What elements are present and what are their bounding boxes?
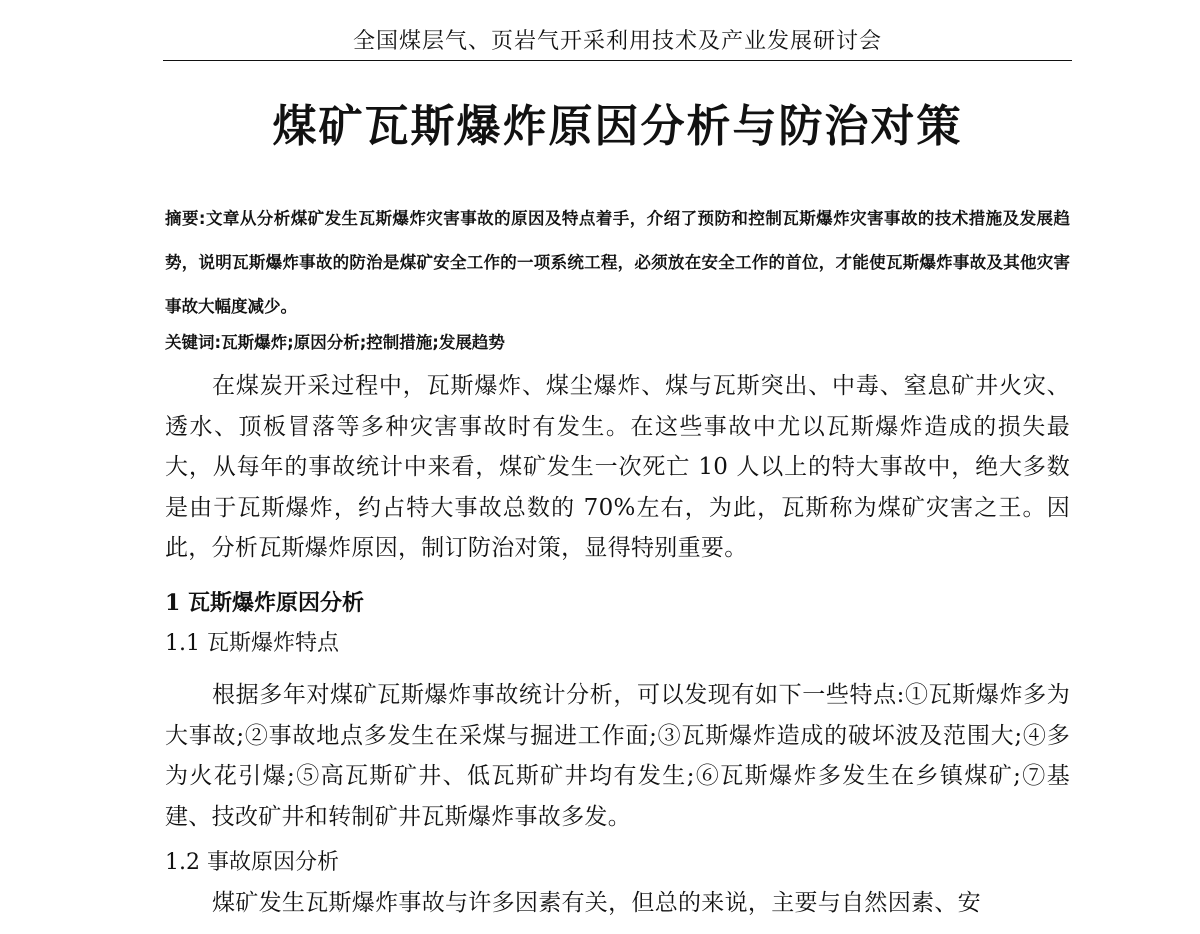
causes-paragraph: 煤矿发生瓦斯爆炸事故与许多因素有关，但总的来说，主要与自然因素、安 <box>212 890 981 916</box>
abstract-text: 文章从分析煤矿发生瓦斯爆炸灾害事故的原因及特点着手，介绍了预防和控制瓦斯爆炸灾害事故的技术措施及发展趋势，说明瓦斯爆炸事故的防治是煤矿安全工作的一项系统工程，必须放在安全工作的首位，才能使瓦斯爆炸事故及其他灾害事故大幅度减少。 <box>165 209 1070 316</box>
intro-paragraph: 在煤炭开采过程中，瓦斯爆炸、煤尘爆炸、煤与瓦斯突出、中毒、窒息矿井火灾、透水、顶板冒落等多种灾害事故时有发生。在这些事故中尤以瓦斯爆炸造成的损失最大，从每年的事故统计中来看，煤矿发生一次死亡 10 人以上的特大事故中，绝大多数是由于瓦斯爆炸，约占特大事故总数的 70%左右，为此，瓦斯称为煤矿灾害之王。因此，分析瓦斯爆炸原因，制订防治对策，显得特别重要。 <box>165 373 1070 561</box>
header-rule <box>163 60 1072 61</box>
features-paragraph: 根据多年对煤矿瓦斯爆炸事故统计分析，可以发现有如下一些特点:①瓦斯爆炸多为大事故;②事故地点多发生在采煤与掘进工作面;③瓦斯爆炸造成的破坏波及范围大;④多为火花引爆;⑤高瓦斯矿井、低瓦斯矿井均有发生;⑥瓦斯爆炸多发生在乡镇煤矿;⑦基建、技改矿井和转制矿井瓦斯爆炸事故多发。 <box>165 682 1070 830</box>
keywords-text: 瓦斯爆炸;原因分析;控制措施;发展趋势 <box>221 333 505 352</box>
abstract-label: 摘要: <box>165 209 206 228</box>
keywords <box>165 328 1070 358</box>
abstract <box>165 197 1070 329</box>
paper-title: 煤矿瓦斯爆炸原因分析与防治对策 <box>272 101 963 152</box>
keywords-label: 关键词: <box>165 333 222 352</box>
running-header: 全国煤层气、页岩气开采利用技术及产业发展研讨会 <box>352 29 882 54</box>
section-heading-1-2: 1.2 事故原因分析 <box>165 850 339 875</box>
section-heading-1: 1 瓦斯爆炸原因分析 <box>165 590 364 616</box>
section-heading-1-1: 1.1 瓦斯爆炸特点 <box>165 631 339 656</box>
